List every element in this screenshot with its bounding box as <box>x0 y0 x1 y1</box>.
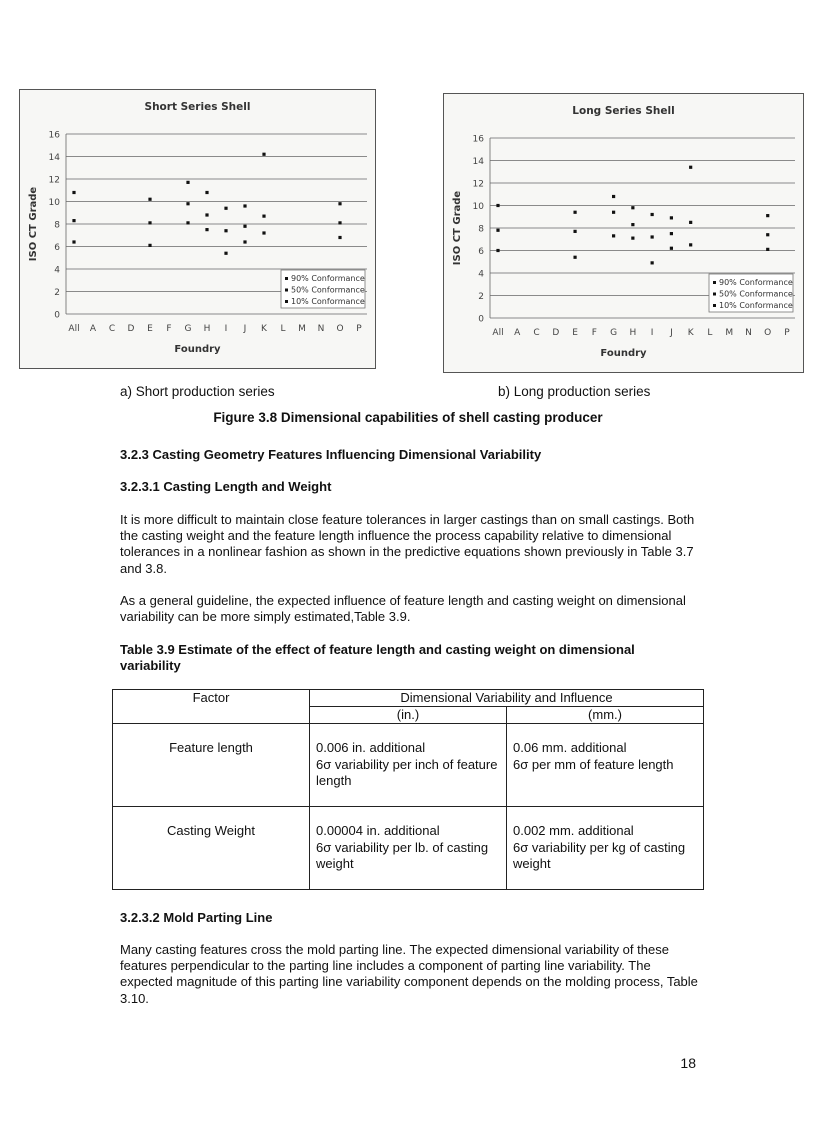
chart-title: Short Series Shell <box>144 101 251 113</box>
x-tick-label: M <box>298 324 306 334</box>
data-point <box>651 235 654 238</box>
data-point <box>631 223 634 226</box>
x-tick-label: F <box>166 324 172 334</box>
data-point <box>72 219 75 222</box>
x-tick-label: G <box>184 324 192 334</box>
data-point <box>243 204 246 207</box>
y-tick-label: 10 <box>472 202 484 212</box>
x-tick-label: K <box>261 324 267 334</box>
data-point <box>262 215 265 218</box>
x-tick-label: C <box>533 328 540 338</box>
caption-b: b) Long production series <box>498 384 651 399</box>
y-axis-label: ISO CT Grade <box>452 190 463 266</box>
x-tick-label: E <box>147 324 153 334</box>
section-heading-3-2-3: 3.2.3 Casting Geometry Features Influencing Dimensional Variability <box>120 447 542 462</box>
data-point <box>148 221 151 224</box>
table-header-factor: Factor <box>113 690 310 724</box>
x-tick-label: O <box>764 328 772 338</box>
x-tick-label: F <box>591 328 597 338</box>
data-point <box>766 248 769 251</box>
data-point <box>224 207 227 210</box>
legend-marker <box>285 289 288 292</box>
chart-short-series <box>19 89 376 369</box>
y-tick-label: 8 <box>54 220 60 231</box>
chart-long-series <box>443 93 804 373</box>
x-tick-label: H <box>629 328 637 338</box>
x-tick-label: A <box>514 328 521 338</box>
x-tick-label: P <box>784 328 790 338</box>
y-tick-label: 2 <box>54 288 60 298</box>
legend-label: 10% Conformance <box>719 301 793 310</box>
y-tick-label: 12 <box>48 175 60 186</box>
legend-marker <box>713 293 716 296</box>
data-point <box>148 244 151 247</box>
data-point <box>612 234 615 237</box>
data-point <box>651 261 654 264</box>
section-heading-3-2-3-2: 3.2.3.2 Mold Parting Line <box>120 910 273 925</box>
y-tick-label: 14 <box>48 153 60 163</box>
legend-marker <box>285 277 288 280</box>
x-tick-label: I <box>650 328 654 338</box>
data-point <box>631 237 634 240</box>
x-tick-label: H <box>203 324 211 334</box>
legend-label: 90% Conformance <box>719 278 793 287</box>
y-tick-label: 4 <box>54 265 60 276</box>
y-tick-label: 4 <box>478 269 484 280</box>
table-header-mm: (mm.) <box>507 707 704 724</box>
data-point <box>670 247 673 250</box>
data-point <box>186 221 189 224</box>
legend-marker <box>285 300 288 303</box>
data-point <box>670 216 673 219</box>
data-point <box>205 191 208 194</box>
x-tick-label: C <box>108 324 116 334</box>
data-point <box>262 153 265 156</box>
data-point <box>243 240 246 243</box>
y-tick-label: 10 <box>48 198 60 208</box>
y-tick-label: 14 <box>472 157 484 167</box>
y-tick-label: 2 <box>478 292 484 302</box>
x-tick-label: A <box>89 324 97 334</box>
data-point <box>766 214 769 217</box>
figure-caption: Figure 3.8 Dimensional capabilities of shell casting producer <box>213 410 603 425</box>
x-tick-label: I <box>224 324 228 334</box>
x-tick-label: J <box>243 324 247 334</box>
data-point <box>689 221 692 224</box>
x-tick-label: L <box>707 328 713 338</box>
data-point <box>496 204 499 207</box>
y-tick-label: 6 <box>478 247 484 257</box>
data-point <box>573 256 576 259</box>
legend-label: 50% Conformance <box>719 289 793 299</box>
y-tick-label: 16 <box>472 134 484 145</box>
x-tick-label: M <box>725 328 734 338</box>
page-number: 18 <box>680 1055 696 1071</box>
y-tick-label: 16 <box>48 130 60 141</box>
table-row-factor: Feature length <box>113 724 310 807</box>
caption-a: a) Short production series <box>120 384 275 399</box>
x-tick-label: All <box>492 328 504 338</box>
x-tick-label: O <box>336 324 344 334</box>
paragraph-length-weight: It is more difficult to maintain close feature tolerances in larger castings than on small castings. Both the casting weight and the feature length influence the process capability relative to dimensional tolerances in a nonlinear fashion as shown in the predictive equations shown previously in Table 3.7 and 3.8. <box>120 512 695 576</box>
data-point <box>612 211 615 214</box>
data-point <box>186 202 189 205</box>
table-header-in: (in.) <box>310 707 507 724</box>
data-point <box>496 249 499 252</box>
data-point <box>573 230 576 233</box>
x-tick-label: D <box>552 328 560 338</box>
data-point <box>496 229 499 232</box>
y-tick-label: 0 <box>54 310 60 321</box>
x-tick-label: J <box>670 328 673 338</box>
y-tick-label: 0 <box>478 314 484 325</box>
table-title: Table 3.9 Estimate of the effect of feature length and casting weight on dimensional variability <box>120 642 635 674</box>
data-point <box>689 243 692 246</box>
legend-marker <box>713 281 716 284</box>
data-point <box>72 240 75 243</box>
x-tick-label: N <box>317 324 325 334</box>
dimensional-variability-table <box>112 689 704 890</box>
table-row-factor: Casting Weight <box>113 807 310 890</box>
data-point <box>224 229 227 232</box>
chart-long-series-svg <box>444 94 803 372</box>
x-tick-label: G <box>610 328 618 338</box>
data-point <box>631 206 634 209</box>
y-tick-label: 8 <box>478 224 484 235</box>
data-point <box>262 231 265 234</box>
x-axis-label: Foundry <box>174 344 221 355</box>
paragraph-parting-line: Many casting features cross the mold parting line. The expected dimensional variability of these features perpendicular to the parting line includes a component of parting line variability. The expected magnitude of this parting line variability component depends on the molding process, Table 3.10. <box>120 942 698 1006</box>
x-tick-label: L <box>280 324 286 334</box>
data-point <box>338 202 341 205</box>
x-tick-label: All <box>68 324 80 334</box>
paragraph-guideline: As a general guideline, the expected influence of feature length and casting weight on dimensional variability can be more simply estimated,Table 3.9. <box>120 593 686 625</box>
data-point <box>186 181 189 184</box>
data-point <box>224 252 227 255</box>
data-point <box>205 213 208 216</box>
data-point <box>766 233 769 236</box>
table-header-group: Dimensional Variability and Influence <box>310 690 704 707</box>
legend-label: 50% Conformance <box>291 285 365 295</box>
legend-marker <box>713 304 716 307</box>
data-point <box>243 225 246 228</box>
y-tick-label: 6 <box>54 243 60 253</box>
data-point <box>689 166 692 169</box>
table-cell: 0.00004 in. additional 6σ variability per lb. of casting weight <box>310 807 507 890</box>
data-point <box>148 198 151 201</box>
data-point <box>670 232 673 235</box>
x-tick-label: K <box>687 328 694 338</box>
x-tick-label: D <box>127 324 135 334</box>
x-axis-label: Foundry <box>600 348 647 359</box>
x-tick-label: E <box>572 328 578 338</box>
x-tick-label: P <box>356 324 362 334</box>
data-point <box>338 221 341 224</box>
data-point <box>612 195 615 198</box>
legend-label: 10% Conformance <box>291 297 365 306</box>
table-cell: 0.06 mm. additional 6σ per mm of feature length <box>507 724 704 807</box>
data-point <box>573 211 576 214</box>
chart-short-series-svg <box>20 90 375 368</box>
y-tick-label: 12 <box>472 179 484 190</box>
data-point <box>72 191 75 194</box>
table-cell: 0.006 in. additional 6σ variability per inch of feature length <box>310 724 507 807</box>
chart-title: Long Series Shell <box>572 105 675 117</box>
data-point <box>651 213 654 216</box>
table-cell: 0.002 mm. additional 6σ variability per kg of casting weight <box>507 807 704 890</box>
data-point <box>205 228 208 231</box>
y-axis-label: ISO CT Grade <box>28 186 39 262</box>
legend-label: 90% Conformance <box>291 274 365 283</box>
x-tick-label: N <box>745 328 752 338</box>
section-heading-3-2-3-1: 3.2.3.1 Casting Length and Weight <box>120 479 332 494</box>
data-point <box>338 236 341 239</box>
